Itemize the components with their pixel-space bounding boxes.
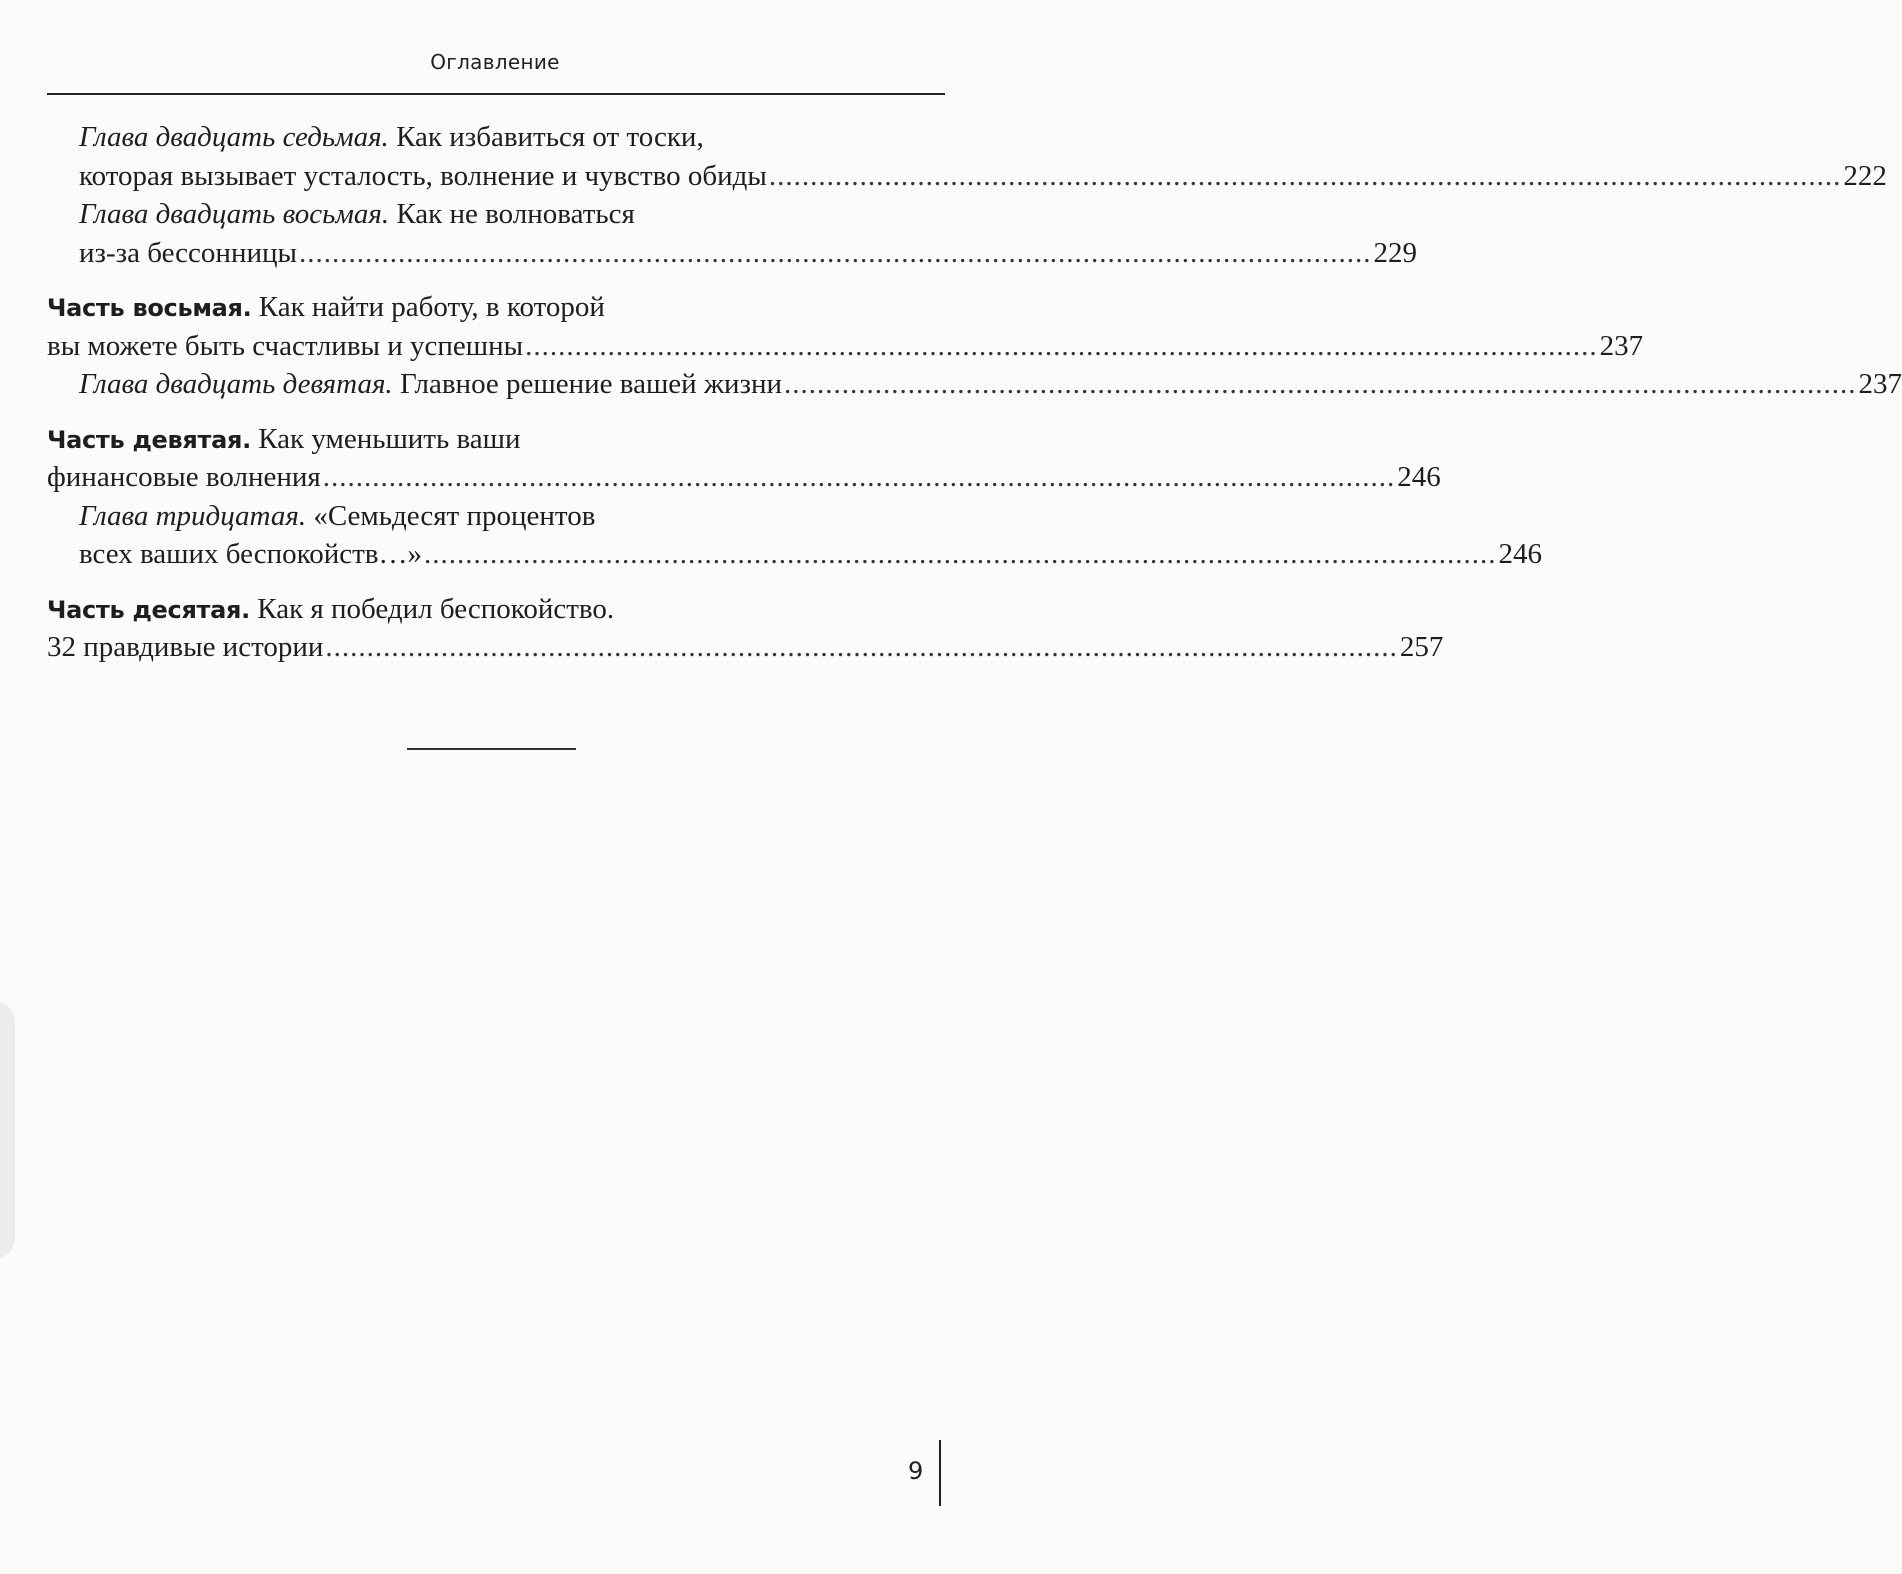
folio-bar — [939, 1440, 941, 1506]
toc-entry-part-10[interactable] — [47, 590, 1444, 667]
entry-title-line2: из-за бессонницы — [79, 236, 297, 269]
entry-title-line2: которая вызывает усталость, волнение и чувство обиды — [79, 159, 767, 192]
entry-title: Главное решение вашей жизни — [392, 368, 782, 400]
page-number: 246 — [1498, 538, 1543, 570]
toc-entry-part-9[interactable] — [47, 420, 1441, 497]
toc-entry-chapter-30[interactable] — [47, 497, 1543, 574]
page-number: 257 — [1399, 631, 1444, 663]
entry-title-line2: всех ваших беспокойств…» — [79, 538, 423, 570]
leader-dots: .................................................................................................................................. — [525, 329, 1598, 362]
running-header: Оглавление — [430, 50, 560, 74]
chapter-label: Глава двадцать восьмая. — [79, 198, 390, 230]
leader-dots: .................................................................................................................................. — [768, 159, 1842, 192]
leader-dots: .................................................................................................................................. — [322, 461, 1396, 493]
part-label: Часть девятая. — [47, 425, 251, 454]
page-number: 237 — [1858, 368, 1902, 400]
page-number: 237 — [1599, 329, 1644, 362]
page-folio: 9 — [908, 1457, 924, 1485]
entry-title-line2: финансовые волнения — [47, 461, 321, 493]
table-of-contents — [47, 118, 1902, 667]
entry-title-line1: Как я победил беспокойство. — [250, 592, 615, 625]
entry-title-line2: вы можете быть счастливы и успешны — [47, 329, 524, 362]
header-rule — [47, 93, 945, 95]
leader-dots: .................................................................................................................................. — [784, 368, 1857, 400]
toc-entry-chapter-29[interactable] — [47, 365, 1902, 404]
chapter-label: Глава тридцатая. — [79, 499, 307, 532]
entry-title-line1: Как уменьшить ваши — [250, 422, 521, 455]
toc-entry-chapter-27[interactable] — [47, 118, 1887, 195]
entry-title-line2: 32 правдивые истории — [47, 631, 324, 663]
leader-dots: .................................................................................................................................. — [424, 538, 1497, 570]
end-rule — [407, 748, 576, 750]
entry-title-line1: «Семьдесят процентов — [306, 499, 596, 532]
entry-title-line1: Как найти работу, в которой — [251, 291, 605, 323]
entry-title-line1: Как не волноваться — [389, 198, 635, 230]
entry-title-line1: Как избавиться от тоски, — [388, 121, 704, 153]
part-label: Часть десятая. — [47, 595, 250, 624]
leader-dots: .................................................................................................................................. — [298, 236, 1372, 269]
leader-dots: .................................................................................................................................. — [325, 631, 1398, 663]
part-label: Часть восьмая. — [47, 294, 252, 322]
page-edge-shadow — [0, 1000, 15, 1260]
page-number: 222 — [1843, 159, 1887, 192]
chapter-label: Глава двадцать седьмая. — [79, 121, 389, 153]
page-number: 246 — [1397, 461, 1441, 493]
chapter-label: Глава двадцать девятая. — [79, 368, 393, 400]
page-number: 229 — [1373, 236, 1417, 269]
toc-entry-part-8[interactable] — [47, 288, 1644, 365]
toc-entry-chapter-28[interactable] — [47, 195, 1417, 272]
